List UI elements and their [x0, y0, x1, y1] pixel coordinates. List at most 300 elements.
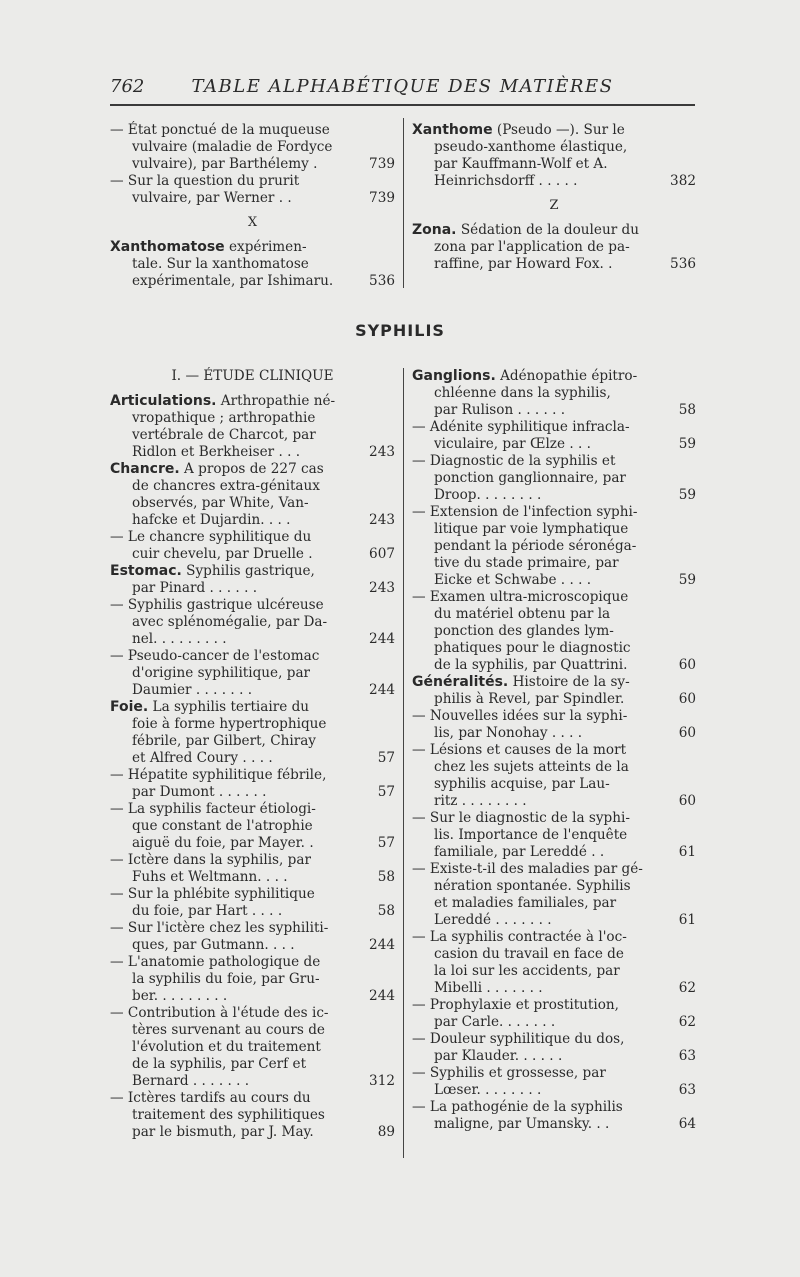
entry-text: vulvaire), par Barthélemy .: [132, 156, 318, 172]
page-reference: 243: [369, 580, 395, 596]
entry-heading: Estomac.: [110, 563, 182, 579]
index-entry: [412, 1065, 696, 1099]
running-title: TABLE ALPHABÉTIQUE DES MATIÈRES: [191, 76, 614, 97]
entry-line: [412, 538, 696, 555]
entry-line: [412, 623, 696, 640]
entry-line: [110, 1124, 395, 1141]
entry-line: [412, 239, 696, 256]
entry-line: [110, 461, 395, 478]
index-entry: [412, 589, 696, 674]
entry-line: [110, 156, 395, 173]
entry-text: Ridlon et Berkheiser . . .: [132, 444, 301, 460]
index-entry: [412, 1031, 696, 1065]
page-reference: 244: [369, 682, 395, 698]
entry-line: [412, 691, 696, 708]
entry-text: — La syphilis contractée à l'oc-: [412, 929, 627, 945]
page-reference: 89: [377, 1124, 395, 1140]
page-reference: 59: [678, 572, 696, 588]
entry-heading: Xanthome: [412, 122, 493, 138]
entry-text: par Dumont . . . . . .: [132, 784, 267, 800]
index-entry: [110, 886, 395, 920]
entry-line: [110, 393, 395, 410]
entry-text: Daumier . . . . . . .: [132, 682, 253, 698]
page-reference: 607: [369, 546, 395, 562]
entry-text: d'origine syphilitique, par: [132, 665, 311, 681]
index-entry: [412, 929, 696, 997]
entry-line: [412, 657, 696, 674]
entry-text: Bernard . . . . . . .: [132, 1073, 250, 1089]
entry-text: ponction des glandes lym-: [434, 623, 614, 639]
entry-line: [412, 929, 696, 946]
entry-line: [110, 1022, 395, 1039]
entry-line: [412, 139, 696, 156]
index-entry: [110, 597, 395, 648]
entry-text: raffine, par Howard Fox. .: [434, 256, 613, 272]
page-reference: 243: [369, 444, 395, 460]
entry-line: [110, 818, 395, 835]
entry-text: par Kauffmann-Wolf et A.: [434, 156, 608, 172]
entry-line: [412, 844, 696, 861]
entry-text: que constant de l'atrophie: [132, 818, 313, 834]
entry-text: et Alfred Coury . . . .: [132, 750, 273, 766]
entry-text: et maladies familiales, par: [434, 895, 617, 911]
entry-text: viculaire, par Œlze . . .: [434, 436, 591, 452]
entry-text: — Lésions et causes de la mort: [412, 742, 627, 758]
entry-text: vulvaire (maladie de Fordyce: [132, 139, 333, 155]
letter-heading: Z: [549, 198, 559, 213]
entry-text: — Nouvelles idées sur la syphi-: [412, 708, 628, 724]
entry-text: — Sur la question du prurit: [110, 173, 300, 189]
entry-text: — Le chancre syphilitique du: [110, 529, 312, 545]
entry-text: — Existe-t-il des maladies par gé-: [412, 861, 643, 877]
entry-text: maligne, par Umansky. . .: [434, 1116, 610, 1132]
index-entry: [412, 419, 696, 453]
letter-heading: X: [247, 215, 258, 230]
entry-line: [412, 521, 696, 538]
entry-line: [110, 139, 395, 156]
subsection-title: I. — ÉTUDE CLINIQUE: [171, 368, 334, 384]
index-entry: [110, 393, 395, 461]
page-reference: 244: [369, 631, 395, 647]
section-title: SYPHILIS: [355, 321, 445, 340]
entry-text: observés, par White, Van-: [132, 495, 309, 511]
entry-text: traitement des syphilitiques: [132, 1107, 325, 1123]
entry-line: [110, 1056, 395, 1073]
entry-text: — Douleur syphilitique du dos,: [412, 1031, 625, 1047]
header-rule: [110, 104, 695, 106]
entry-text: casion du travail en face de: [434, 946, 624, 962]
entry-text: — Diagnostic de la syphilis et: [412, 453, 616, 469]
entry-line: [412, 1082, 696, 1099]
page-reference: 739: [369, 190, 395, 206]
entry-text: du matériel obtenu par la: [434, 606, 611, 622]
index-entry: [110, 1090, 395, 1141]
entry-line: [412, 402, 696, 419]
page-reference: 59: [678, 487, 696, 503]
index-entry: [412, 861, 696, 929]
page-reference: 58: [377, 903, 395, 919]
top-left-column: [110, 122, 395, 290]
entry-line: [412, 776, 696, 793]
entry-heading: Foie.: [110, 699, 149, 715]
index-entry: [412, 122, 696, 190]
entry-line: [412, 742, 696, 759]
column-divider-top: [403, 118, 404, 288]
entry-line: [110, 750, 395, 767]
entry-line: [412, 980, 696, 997]
entry-text: par Klauder. . . . . .: [434, 1048, 563, 1064]
entry-line: [412, 1065, 696, 1082]
entry-line: [412, 487, 696, 504]
index-entry: [412, 1099, 696, 1133]
entry-line: [412, 256, 696, 273]
entry-text: pendant la période séronéga-: [434, 538, 637, 554]
entry-heading: Généralités.: [412, 674, 509, 690]
entry-text: expérimentale, par Ishimaru.: [132, 273, 334, 289]
entry-text: Lœser. . . . . . . .: [434, 1082, 542, 1098]
entry-text: — Hépatite syphilitique fébrile,: [110, 767, 327, 783]
entry-line: [412, 222, 696, 239]
entry-line: [412, 793, 696, 810]
top-right-column: [412, 122, 696, 273]
entry-line: [110, 580, 395, 597]
entry-line: [110, 648, 395, 665]
entry-line: [412, 555, 696, 572]
index-entry: [110, 920, 395, 954]
index-entry: [110, 954, 395, 1005]
entry-line: [110, 631, 395, 648]
index-entry: [110, 239, 395, 290]
page-reference: 63: [678, 1048, 696, 1064]
page-reference: 244: [369, 937, 395, 953]
entry-text: — Extension de l'infection syphi-: [412, 504, 638, 520]
entry-line: [110, 988, 395, 1005]
page-reference: 60: [678, 657, 696, 673]
entry-line: [110, 920, 395, 937]
page-reference: 63: [678, 1082, 696, 1098]
entry-line: [110, 1039, 395, 1056]
entry-line: [412, 708, 696, 725]
entry-text: de la syphilis, par Cerf et: [132, 1056, 307, 1072]
entry-text: par Rulison . . . . . .: [434, 402, 566, 418]
page-reference: 59: [678, 436, 696, 452]
entry-text: pseudo-xanthome élastique,: [434, 139, 628, 155]
entry-text: — Ictère dans la syphilis, par: [110, 852, 311, 868]
entry-text: — Prophylaxie et prostitution,: [412, 997, 619, 1013]
entry-text: du foie, par Hart . . . .: [132, 903, 283, 919]
entry-text: aiguë du foie, par Mayer. .: [132, 835, 314, 851]
entry-text: Histoire de la sy-: [508, 674, 630, 690]
entry-line: [412, 759, 696, 776]
entry-line: [110, 190, 395, 207]
column-divider-main: [403, 368, 404, 1158]
entry-text: — Syphilis gastrique ulcéreuse: [110, 597, 324, 613]
entry-text: foie à forme hypertrophique: [132, 716, 327, 732]
entry-line: [412, 589, 696, 606]
entry-line: [412, 861, 696, 878]
page-reference: 244: [369, 988, 395, 1004]
entry-line: [110, 173, 395, 190]
index-entry: [110, 529, 395, 563]
entry-line: [412, 878, 696, 895]
left-column: [110, 368, 395, 1141]
entry-text: — État ponctué de la muqueuse: [110, 122, 330, 138]
index-entry: [412, 674, 696, 708]
index-entry: [412, 997, 696, 1031]
entry-text: — La pathogénie de la syphilis: [412, 1099, 623, 1115]
entry-line: [412, 963, 696, 980]
entry-line: [412, 470, 696, 487]
entry-text: — Syphilis et grossesse, par: [412, 1065, 606, 1081]
entry-text: Eicke et Schwabe . . . .: [434, 572, 592, 588]
entry-line: [412, 122, 696, 139]
entry-line: [110, 665, 395, 682]
entry-text: — Ictères tardifs au cours du: [110, 1090, 311, 1106]
index-entry: [110, 173, 395, 207]
index-entry: [412, 504, 696, 589]
entry-line: [412, 453, 696, 470]
page-reference: 58: [377, 869, 395, 885]
index-entry: [110, 122, 395, 173]
entry-line: [110, 410, 395, 427]
entry-text: lis. Importance de l'enquête: [434, 827, 628, 843]
entry-text: syphilis acquise, par Lau-: [434, 776, 610, 792]
page-reference: 57: [377, 750, 395, 766]
index-entry: [412, 222, 696, 273]
entry-line: [412, 1048, 696, 1065]
page-reference: 58: [678, 402, 696, 418]
entry-line: [412, 997, 696, 1014]
page-reference: 62: [678, 1014, 696, 1030]
entry-text: zona par l'application de pa-: [434, 239, 630, 255]
entry-line: [110, 597, 395, 614]
entry-line: [412, 419, 696, 436]
page-reference: 61: [678, 844, 696, 860]
entry-text: par le bismuth, par J. May.: [132, 1124, 314, 1140]
entry-text: — Sur l'ictère chez les syphiliti-: [110, 920, 329, 936]
index-entry: [110, 801, 395, 852]
entry-line: [110, 784, 395, 801]
entry-text: de chancres extra-génitaux: [132, 478, 320, 494]
index-entry: [110, 699, 395, 767]
page-reference: 60: [678, 725, 696, 741]
entry-text: — Adénite syphilitique infracla-: [412, 419, 630, 435]
entry-line: [110, 1107, 395, 1124]
entry-line: [110, 716, 395, 733]
page-reference: 312: [369, 1073, 395, 1089]
entry-text: Syphilis gastrique,: [181, 563, 315, 579]
entry-text: ponction ganglionnaire, par: [434, 470, 626, 486]
entry-text: Sédation de la douleur du: [456, 222, 639, 238]
entry-text: tères survenant au cours de: [132, 1022, 325, 1038]
entry-text: l'évolution et du traitement: [132, 1039, 321, 1055]
entry-text: lis, par Nonohay . . . .: [434, 725, 583, 741]
entry-line: [110, 512, 395, 529]
entry-line: [412, 368, 696, 385]
entry-line: [110, 427, 395, 444]
entry-heading: Xanthomatose: [110, 239, 225, 255]
entry-text: — La syphilis facteur étiologi-: [110, 801, 316, 817]
entry-text: philis à Revel, par Spindler.: [434, 691, 625, 707]
index-entry: [412, 453, 696, 504]
index-entry: [110, 852, 395, 886]
entry-text: hafcke et Dujardin. . . .: [132, 512, 291, 528]
entry-line: [412, 572, 696, 589]
entry-line: [412, 895, 696, 912]
index-entry: [110, 563, 395, 597]
entry-line: [110, 1005, 395, 1022]
entry-text: phatiques pour le diagnostic: [434, 640, 631, 656]
entry-line: [412, 827, 696, 844]
entry-text: ritz . . . . . . . .: [434, 793, 527, 809]
entry-text: chléenne dans la syphilis,: [434, 385, 611, 401]
page-number: 762: [110, 76, 145, 97]
index-entry: [412, 708, 696, 742]
entry-text: — L'anatomie pathologique de: [110, 954, 321, 970]
entry-line: [412, 640, 696, 657]
entry-line: [110, 495, 395, 512]
entry-line: [110, 529, 395, 546]
entry-line: [412, 1116, 696, 1133]
right-column: [412, 368, 696, 1133]
page-reference: 62: [678, 980, 696, 996]
entry-line: [412, 912, 696, 929]
entry-line: [110, 733, 395, 750]
entry-text: — Sur la phlébite syphilitique: [110, 886, 315, 902]
entry-line: [110, 239, 395, 256]
entry-text: tale. Sur la xanthomatose: [132, 256, 309, 272]
entry-line: [110, 852, 395, 869]
entry-line: [110, 903, 395, 920]
entry-line: [110, 682, 395, 699]
entry-heading: Zona.: [412, 222, 457, 238]
page-reference: 536: [369, 273, 395, 289]
entry-text: expérimen-: [224, 239, 307, 255]
entry-line: [110, 937, 395, 954]
entry-text: Adénopathie épitro-: [495, 368, 638, 384]
index-entry: [110, 1005, 395, 1090]
entry-line: [110, 767, 395, 784]
page-reference: 536: [670, 256, 696, 272]
entry-text: chez les sujets atteints de la: [434, 759, 629, 775]
entry-text: avec splénomégalie, par Da-: [132, 614, 328, 630]
entry-line: [110, 546, 395, 563]
entry-line: [412, 946, 696, 963]
entry-text: nel. . . . . . . . .: [132, 631, 227, 647]
entry-text: A propos de 227 cas: [179, 461, 324, 477]
entry-heading: Articulations.: [110, 393, 217, 409]
entry-line: [110, 869, 395, 886]
index-entry: [110, 461, 395, 529]
entry-text: — Contribution à l'étude des ic-: [110, 1005, 329, 1021]
entry-text: par Pinard . . . . . .: [132, 580, 258, 596]
entry-text: la loi sur les accidents, par: [434, 963, 620, 979]
page-reference: 60: [678, 793, 696, 809]
page-reference: 57: [377, 835, 395, 851]
entry-text: — Examen ultra-microscopique: [412, 589, 629, 605]
entry-text: ques, par Gutmann. . . .: [132, 937, 295, 953]
page-reference: 64: [678, 1116, 696, 1132]
page-reference: 243: [369, 512, 395, 528]
page-reference: 57: [377, 784, 395, 800]
entry-line: [110, 886, 395, 903]
entry-text: tive du stade primaire, par: [434, 555, 619, 571]
entry-text: La syphilis tertiaire du: [148, 699, 310, 715]
entry-line: [110, 614, 395, 631]
entry-line: [110, 1073, 395, 1090]
entry-text: la syphilis du foie, par Gru-: [132, 971, 320, 987]
entry-text: nération spontanée. Syphilis: [434, 878, 631, 894]
entry-text: Droop. . . . . . . .: [434, 487, 542, 503]
entry-line: [110, 699, 395, 716]
entry-line: [412, 1099, 696, 1116]
entry-line: [110, 256, 395, 273]
entry-text: Fuhs et Weltmann. . . .: [132, 869, 288, 885]
index-entry: [412, 810, 696, 861]
entry-text: (Pseudo —). Sur le: [492, 122, 625, 138]
page-reference: 739: [369, 156, 395, 172]
entry-text: cuir chevelu, par Druelle .: [132, 546, 313, 562]
index-entry: [110, 767, 395, 801]
entry-line: [110, 273, 395, 290]
entry-line: [110, 1090, 395, 1107]
index-entry: [412, 368, 696, 419]
entry-text: Heinrichsdorff . . . . .: [434, 173, 578, 189]
entry-heading: Ganglions.: [412, 368, 496, 384]
entry-text: Mibelli . . . . . . .: [434, 980, 543, 996]
entry-text: par Carle. . . . . . .: [434, 1014, 556, 1030]
entry-line: [412, 1031, 696, 1048]
page-reference: 382: [670, 173, 696, 189]
entry-text: vertébrale de Charcot, par: [132, 427, 316, 443]
entry-line: [110, 801, 395, 818]
entry-text: Lereddé . . . . . . .: [434, 912, 552, 928]
page-header: [110, 72, 695, 102]
page-reference: 61: [678, 912, 696, 928]
entry-text: de la syphilis, par Quattrini.: [434, 657, 628, 673]
page-reference: 60: [678, 691, 696, 707]
index-entry: [110, 648, 395, 699]
entry-text: vulvaire, par Werner . .: [132, 190, 292, 206]
entry-line: [110, 478, 395, 495]
entry-line: [412, 810, 696, 827]
entry-line: [110, 563, 395, 580]
entry-text: familiale, par Lereddé . .: [434, 844, 605, 860]
index-entry: [412, 742, 696, 810]
entry-text: — Sur le diagnostic de la syphi-: [412, 810, 630, 826]
entry-text: — Pseudo-cancer de l'estomac: [110, 648, 320, 664]
entry-line: [412, 156, 696, 173]
entry-line: [110, 122, 395, 139]
entry-text: fébrile, par Gilbert, Chiray: [132, 733, 316, 749]
entry-text: litique par voie lymphatique: [434, 521, 629, 537]
entry-line: [110, 835, 395, 852]
entry-line: [412, 606, 696, 623]
entry-line: [412, 436, 696, 453]
entry-line: [412, 725, 696, 742]
entry-text: vropathique ; arthropathie: [132, 410, 316, 426]
entry-line: [412, 385, 696, 402]
entry-line: [412, 173, 696, 190]
entry-line: [110, 444, 395, 461]
entry-line: [110, 954, 395, 971]
entry-text: Arthropathie né-: [216, 393, 336, 409]
entry-line: [110, 971, 395, 988]
entry-heading: Chancre.: [110, 461, 180, 477]
entry-line: [412, 1014, 696, 1031]
entry-line: [412, 504, 696, 521]
entry-line: [412, 674, 696, 691]
